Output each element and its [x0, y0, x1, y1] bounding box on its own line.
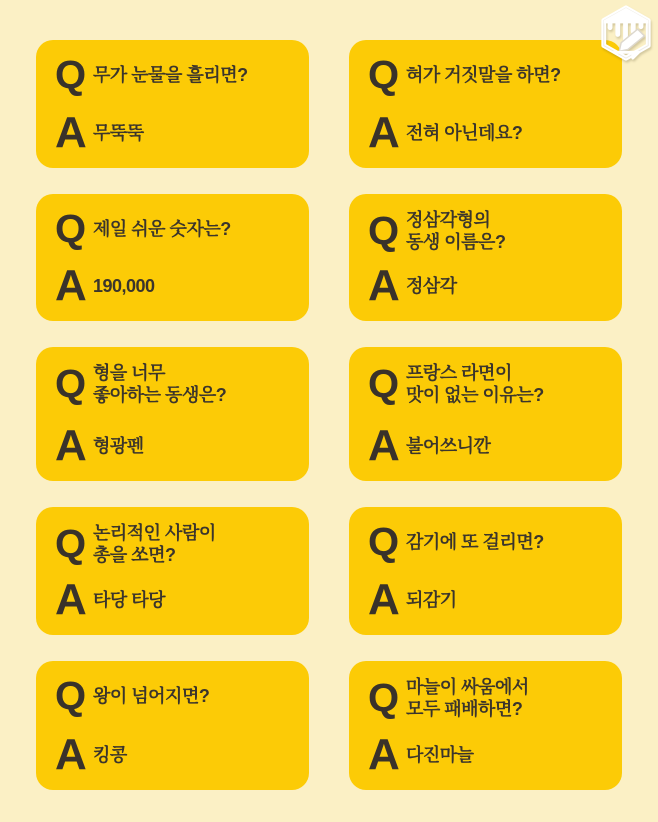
answer-text: 타당 타당 [93, 590, 166, 610]
a-letter: A [55, 108, 87, 157]
honey-hexagon-pencil-logo [597, 3, 655, 63]
qa-card-8 [349, 507, 622, 635]
q-letter: Q [368, 520, 400, 564]
question-row [55, 55, 293, 95]
q-letter: Q [55, 53, 87, 97]
question-line: 마늘이 싸움에서 [406, 677, 529, 697]
qa-card-7 [36, 507, 309, 635]
q-letter: Q [368, 53, 400, 97]
answer-text: 형광펜 [93, 436, 144, 456]
qa-card-3 [36, 194, 309, 321]
a-letter: A [55, 575, 87, 624]
question-line: 혀가 거짓말을 하면? [406, 65, 561, 85]
q-letter: Q [55, 207, 87, 251]
qa-card-6 [349, 347, 622, 481]
qa-card-9 [36, 661, 309, 790]
question-line: 총을 쏘면? [93, 545, 176, 565]
qa-card-1 [36, 40, 309, 168]
q-letter: Q [55, 362, 87, 406]
question-line: 무가 눈물을 흘리면? [93, 65, 248, 85]
question-row [55, 522, 293, 566]
honeycomb-drip-icon [597, 3, 655, 63]
question-line: 정삼각형의 [406, 210, 491, 230]
answer-text: 다진마늘 [406, 745, 474, 765]
question-line: 좋아하는 동생은? [93, 385, 227, 405]
a-letter: A [55, 261, 87, 310]
a-letter: A [368, 575, 400, 624]
question-text [406, 209, 505, 253]
question-text [93, 64, 248, 86]
qa-card-2 [349, 40, 622, 168]
answer-row [55, 575, 293, 624]
question-line: 동생 이름은? [406, 232, 506, 252]
q-letter: Q [55, 674, 87, 718]
answer-row [368, 730, 606, 779]
question-row [368, 55, 606, 95]
question-row [55, 362, 293, 406]
q-letter: Q [55, 522, 87, 566]
answer-text: 전혀 아닌데요? [406, 123, 523, 143]
question-row [55, 209, 293, 249]
question-line: 형을 너무 [93, 363, 166, 383]
question-text [406, 531, 544, 553]
question-text [93, 362, 226, 406]
q-letter: Q [368, 676, 400, 720]
answer-text: 되감기 [406, 590, 457, 610]
q-letter: Q [368, 362, 400, 406]
answer-text: 킹콩 [93, 745, 127, 765]
answer-text: 정삼각 [406, 276, 457, 296]
question-row [368, 209, 606, 253]
question-line: 제일 쉬운 숫자는? [93, 219, 231, 239]
answer-text: 190,000 [93, 276, 155, 296]
question-text [406, 64, 561, 86]
question-line: 감기에 또 걸리면? [406, 532, 544, 552]
answer-row [368, 421, 606, 470]
a-letter: A [368, 421, 400, 470]
q-letter: Q [368, 209, 400, 253]
question-text [406, 362, 544, 406]
question-row [368, 676, 606, 720]
question-line: 논리적인 사람이 [93, 523, 216, 543]
qa-card-5 [36, 347, 309, 481]
a-letter: A [368, 730, 400, 779]
question-line: 모두 패배하면? [406, 699, 523, 719]
question-text [93, 218, 231, 240]
question-line: 맛이 없는 이유는? [406, 385, 544, 405]
answer-row [55, 421, 293, 470]
a-letter: A [368, 108, 400, 157]
question-row [55, 676, 293, 716]
question-text [406, 676, 529, 720]
a-letter: A [55, 730, 87, 779]
answer-row [368, 108, 606, 157]
question-line: 왕이 넘어지면? [93, 686, 210, 706]
answer-text: 불어쓰니깐 [406, 436, 491, 456]
question-text [93, 522, 216, 566]
answer-text: 무뚝뚝 [93, 123, 144, 143]
answer-row [55, 108, 293, 157]
a-letter: A [55, 421, 87, 470]
qa-card-4 [349, 194, 622, 321]
card-grid [36, 40, 622, 790]
question-text [93, 685, 209, 707]
answer-row [368, 575, 606, 624]
question-line: 프랑스 라면이 [406, 363, 512, 383]
answer-row [368, 261, 606, 310]
answer-row [55, 261, 293, 310]
question-row [368, 522, 606, 562]
answer-row [55, 730, 293, 779]
question-row [368, 362, 606, 406]
qa-card-10 [349, 661, 622, 790]
a-letter: A [368, 261, 400, 310]
